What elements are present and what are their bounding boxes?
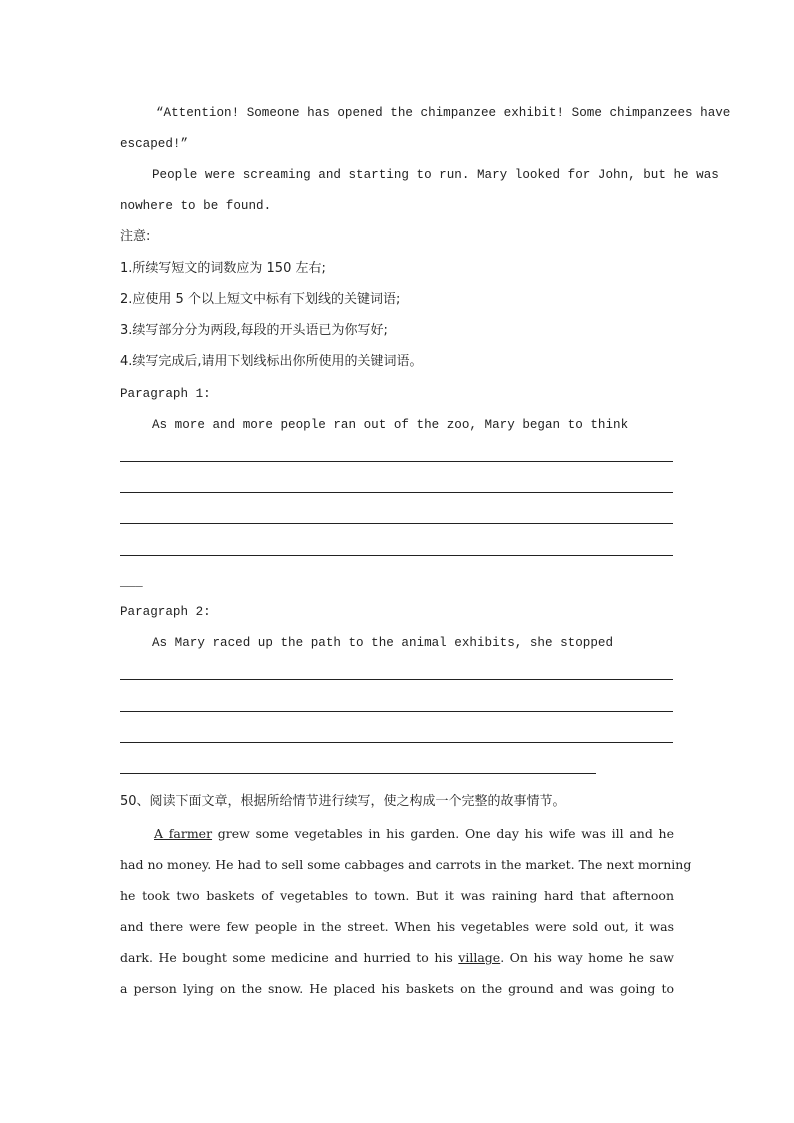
q50-line-1-rest: grew some vegetables in his garden. One day his wife was ill and he	[212, 826, 675, 841]
q50-line-3: he took two baskets of vegetables to town. But it was raining hard that afternoon	[120, 888, 674, 903]
paragraph-1-opening: As more and more people ran out of the zoo, Mary began to think	[152, 418, 629, 432]
writing-line	[120, 742, 673, 743]
intro-line-1: “Attention! Someone has opened the chimpanzee exhibit! Some chimpanzees have	[156, 106, 731, 120]
q50-line-1	[154, 826, 674, 842]
keyword-village: village	[458, 950, 501, 965]
note-item-4: 4.续写完成后,请用下划线标出你所使用的关键词语。	[120, 354, 423, 369]
paragraph-1-label: Paragraph 1:	[120, 387, 211, 401]
notes-heading: 注意:	[120, 229, 151, 244]
q50-line-2: had no money. He had to sell some cabbages and carrots in the market. The next morning	[120, 857, 692, 872]
writing-line	[120, 711, 673, 712]
note-item-1: 1.所续写短文的词数应为 150 左右;	[120, 261, 326, 276]
writing-line	[120, 523, 673, 524]
writing-line	[120, 461, 673, 462]
paragraph-1-tail: ___	[120, 575, 143, 589]
keyword-farmer: A farmer	[154, 826, 213, 841]
writing-line	[120, 492, 673, 493]
q50-line-5-c: . On his way home he saw	[500, 950, 674, 965]
note-item-2: 2.应使用 5 个以上短文中标有下划线的关键词语;	[120, 292, 401, 307]
intro-line-2: escaped!”	[120, 137, 189, 151]
intro-line-4: nowhere to be found.	[120, 199, 272, 213]
paragraph-2-label: Paragraph 2:	[120, 605, 211, 619]
q50-line-5-a: dark. He bought some medicine and hurried to his	[120, 950, 459, 965]
q50-line-6: a person lying on the snow. He placed his baskets on the ground and was going to	[120, 981, 674, 996]
note-item-3: 3.续写部分分为两段,每段的开头语已为你写好;	[120, 323, 388, 338]
q50-line-5	[120, 950, 674, 966]
paragraph-2-opening: As Mary raced up the path to the animal exhibits, she stopped	[152, 636, 614, 650]
writing-line	[120, 679, 673, 680]
q50-line-4: and there were few people in the street. When his vegetables were sold out, it was	[120, 919, 674, 934]
intro-line-3: People were screaming and starting to run. Mary looked for John, but he was	[152, 168, 719, 182]
question-50-instruction: 50、阅读下面文章，根据所给情节进行续写，使之构成一个完整的故事情节。	[120, 794, 566, 809]
writing-line	[120, 555, 673, 556]
writing-line	[120, 773, 596, 774]
